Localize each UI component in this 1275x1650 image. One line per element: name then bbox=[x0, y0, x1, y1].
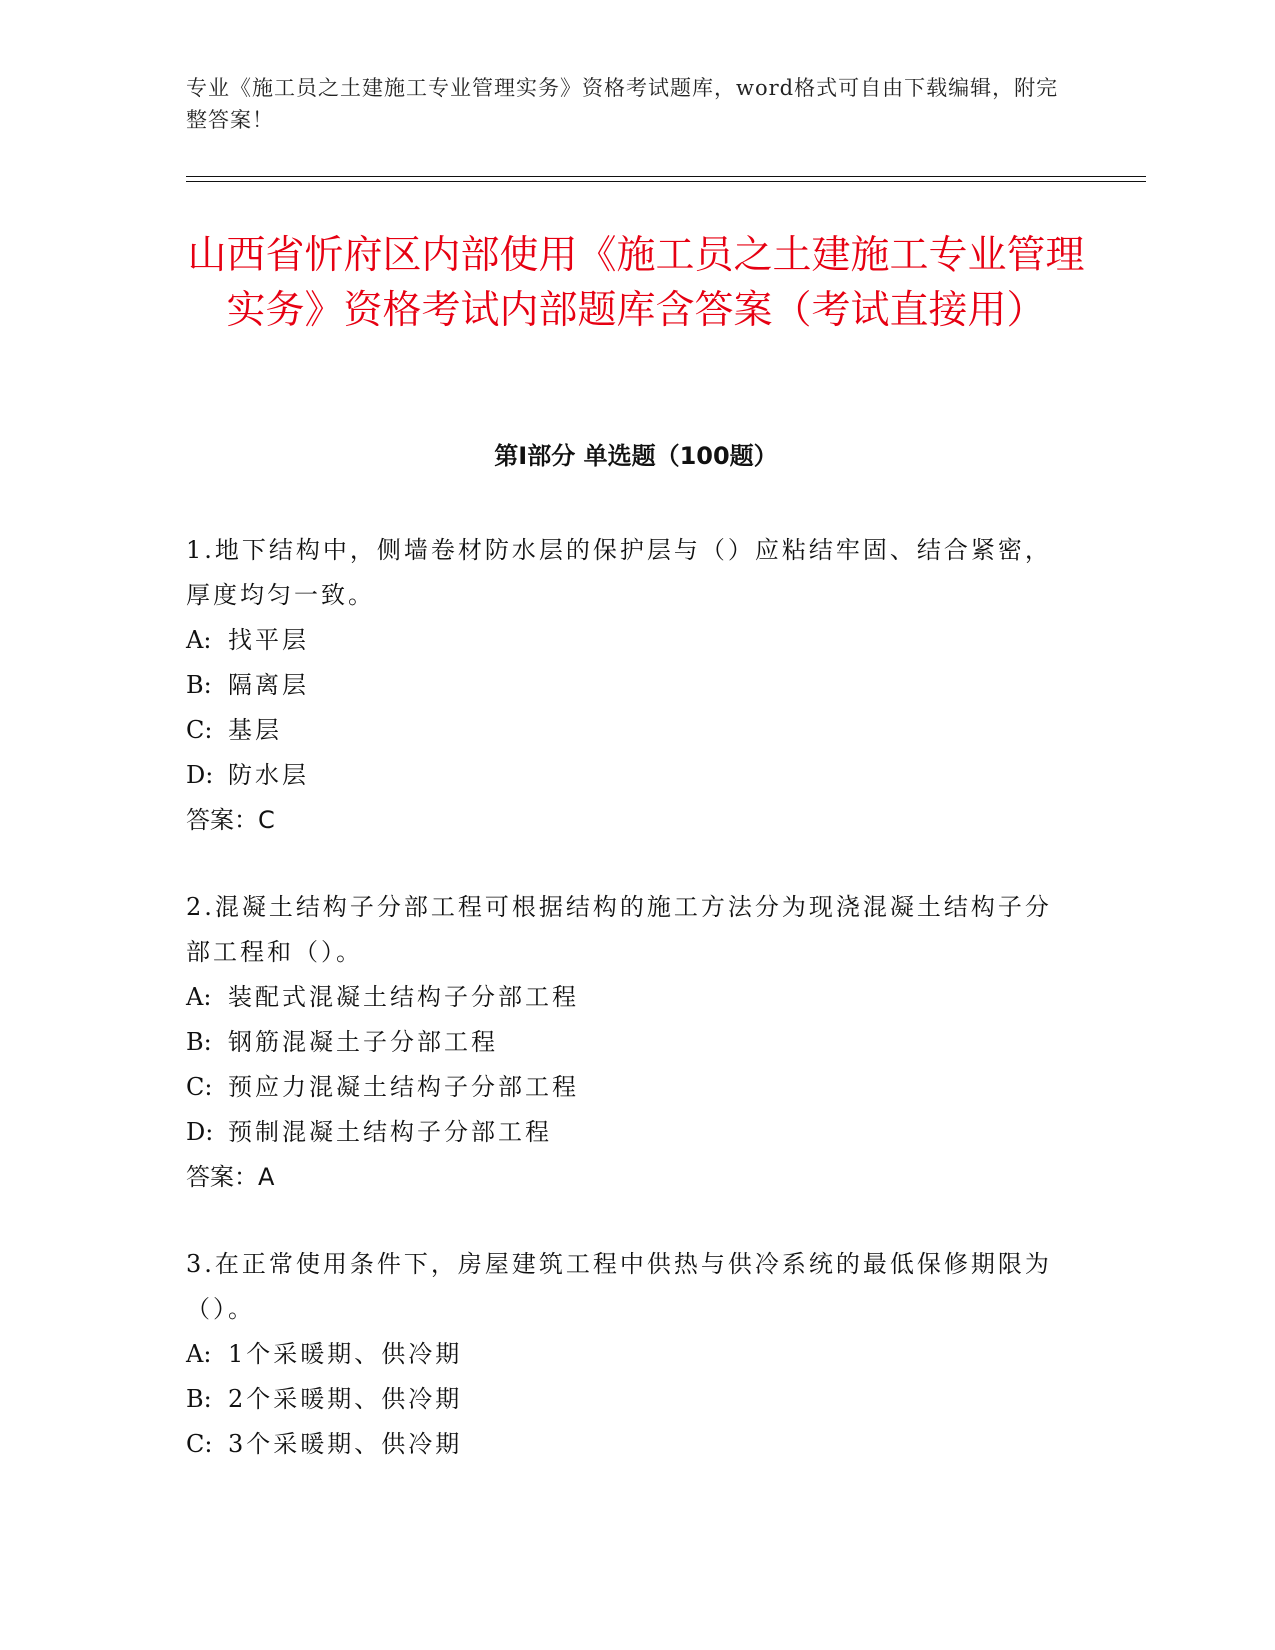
option-c bbox=[186, 1065, 1066, 1110]
question-3 bbox=[186, 1242, 1066, 1467]
option-c bbox=[186, 708, 1066, 753]
option-letter: C: bbox=[186, 1430, 213, 1458]
option-letter: C: bbox=[186, 716, 213, 744]
question-stem: 1.地下结构中，侧墙卷材防水层的保护层与（）应粘结牢固、结合紧密，厚度均匀一致。 bbox=[186, 536, 1052, 609]
section-heading: 第Ⅰ部分 单选题（100题） bbox=[494, 442, 778, 470]
option-text: 1个采暖期、供冷期 bbox=[228, 1340, 463, 1368]
option-a bbox=[186, 618, 1066, 663]
question-stem: 2.混凝土结构子分部工程可根据结构的施工方法分为现浇混凝土结构子分部工程和（）。 bbox=[186, 893, 1052, 966]
option-text: 3个采暖期、供冷期 bbox=[228, 1430, 463, 1458]
option-d bbox=[186, 1110, 1066, 1155]
header-note: 专业《施工员之土建施工专业管理实务》资格考试题库，word格式可自由下载编辑，附完整答案！ bbox=[186, 76, 1059, 132]
option-letter: D: bbox=[186, 1118, 214, 1146]
option-d bbox=[186, 753, 1066, 798]
option-text: 钢筋混凝土子分部工程 bbox=[228, 1028, 498, 1056]
header-rule-bottom bbox=[186, 181, 1146, 182]
option-a bbox=[186, 1332, 1066, 1377]
option-text: 装配式混凝土结构子分部工程 bbox=[228, 983, 579, 1011]
option-a bbox=[186, 975, 1066, 1020]
option-text: 防水层 bbox=[228, 761, 309, 789]
option-text: 隔离层 bbox=[228, 671, 309, 699]
option-letter: B: bbox=[186, 1028, 212, 1056]
option-text: 找平层 bbox=[228, 626, 309, 654]
question-2 bbox=[186, 885, 1066, 1200]
option-letter: A: bbox=[186, 1340, 212, 1368]
option-letter: D: bbox=[186, 761, 214, 789]
question-stem: 3.在正常使用条件下，房屋建筑工程中供热与供冷系统的最低保修期限为（）。 bbox=[186, 1250, 1052, 1323]
option-text: 预制混凝土结构子分部工程 bbox=[228, 1118, 552, 1146]
option-b bbox=[186, 663, 1066, 708]
header-rule-top bbox=[186, 176, 1146, 177]
option-text: 预应力混凝土结构子分部工程 bbox=[228, 1073, 579, 1101]
option-text: 基层 bbox=[228, 716, 282, 744]
answer: 答案：A bbox=[186, 1163, 275, 1191]
option-letter: A: bbox=[186, 626, 212, 654]
option-text: 2个采暖期、供冷期 bbox=[228, 1385, 463, 1413]
question-list bbox=[186, 528, 1066, 1509]
option-letter: C: bbox=[186, 1073, 213, 1101]
option-c bbox=[186, 1422, 1066, 1467]
option-b bbox=[186, 1377, 1066, 1422]
option-b bbox=[186, 1020, 1066, 1065]
option-letter: A: bbox=[186, 983, 212, 1011]
document-title: 山西省忻府区内部使用《施工员之土建施工专业管理实务》资格考试内部题库含答案（考试直接用） bbox=[187, 233, 1085, 333]
option-letter: B: bbox=[186, 671, 212, 699]
option-letter: B: bbox=[186, 1385, 212, 1413]
answer: 答案：C bbox=[186, 806, 275, 834]
question-1 bbox=[186, 528, 1066, 843]
